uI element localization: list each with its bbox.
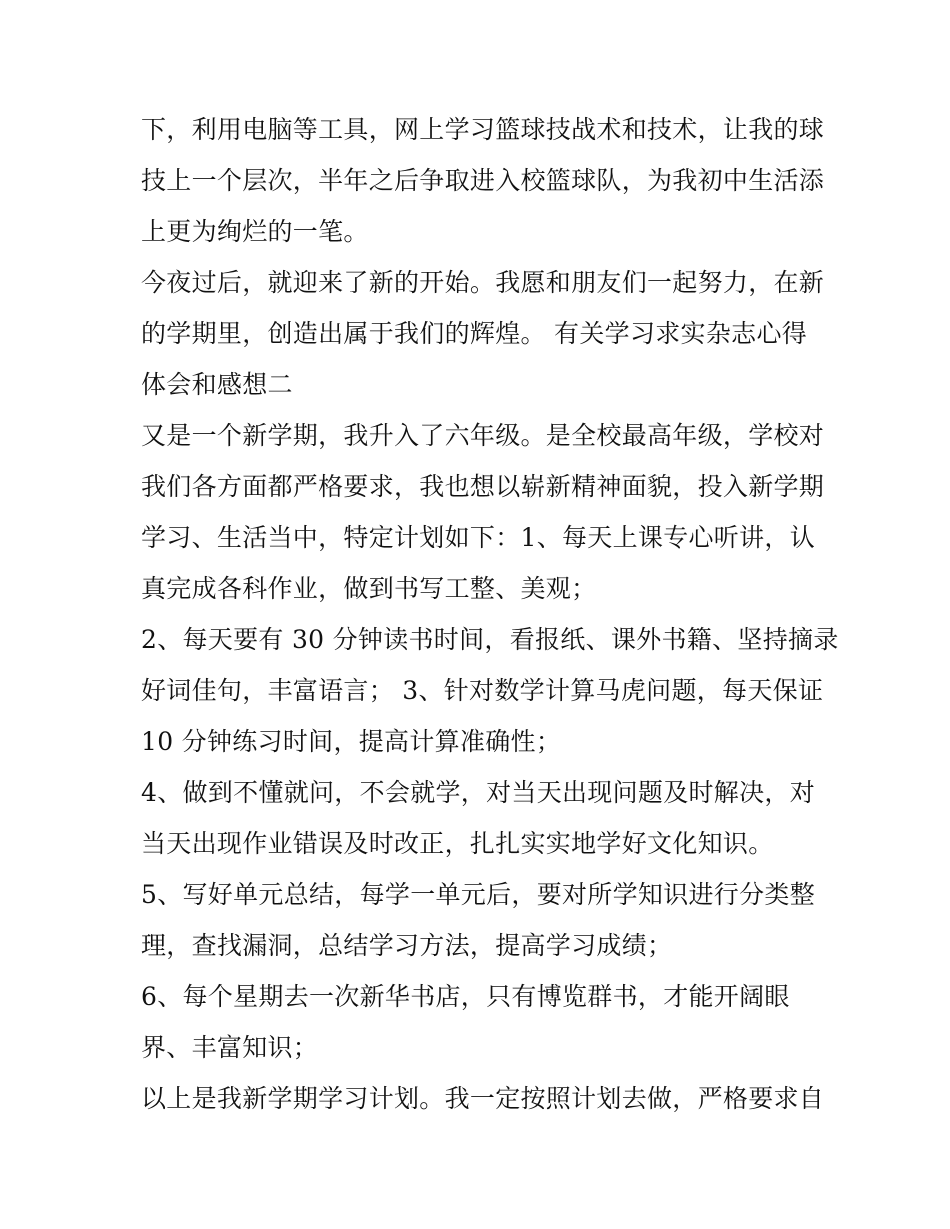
text-line: 我们各方面都严格要求，我也想以崭新精神面貌，投入新学期 [141, 472, 825, 501]
text-line: 体会和感想二 [141, 370, 293, 399]
text-line: 2、每天要有 30 分钟读书时间，看报纸、课外书籍、坚持摘录 [141, 625, 839, 654]
text-line: 4、做到不懂就问，不会就学，对当天出现问题及时解决，对 [141, 778, 816, 807]
text-line: 6、每个星期去一次新华书店，只有博览群书，才能开阔眼 [141, 982, 790, 1011]
text-line: 界、丰富知识； [141, 1033, 319, 1062]
text-line: 当天出现作业错误及时改正，扎扎实实地学好文化知识。 [141, 829, 774, 858]
text-line: 理，查找漏洞，总结学习方法，提高学习成绩； [141, 931, 673, 960]
text-line: 以上是我新学期学习计划。我一定按照计划去做，严格要求自 [141, 1084, 825, 1113]
text-line: 学习、生活当中，特定计划如下：1、每天上课专心听讲，认 [141, 523, 816, 552]
text-line: 5、写好单元总结，每学一单元后，要对所学知识进行分类整 [141, 880, 816, 909]
text-line: 好词佳句，丰富语言； 3、针对数学计算马虎问题，每天保证 [141, 676, 824, 705]
text-line: 的学期里，创造出属于我们的辉煌。 有关学习求实杂志心得 [141, 319, 808, 348]
text-line: 真完成各科作业，做到书写工整、美观； [141, 574, 597, 603]
text-line: 上更为绚烂的一笔。 [141, 217, 369, 246]
text-line: 下，利用电脑等工具，网上学习篮球技战术和技术，让我的球 [141, 115, 825, 144]
text-line: 今夜过后，就迎来了新的开始。我愿和朋友们一起努力，在新 [141, 268, 825, 297]
text-line: 又是一个新学期，我升入了六年级。是全校最高年级，学校对 [141, 421, 825, 450]
text-line: 10 分钟练习时间，提高计算准确性； [141, 727, 562, 756]
text-line: 技上一个层次，半年之后争取进入校篮球队，为我初中生活添 [141, 166, 825, 195]
